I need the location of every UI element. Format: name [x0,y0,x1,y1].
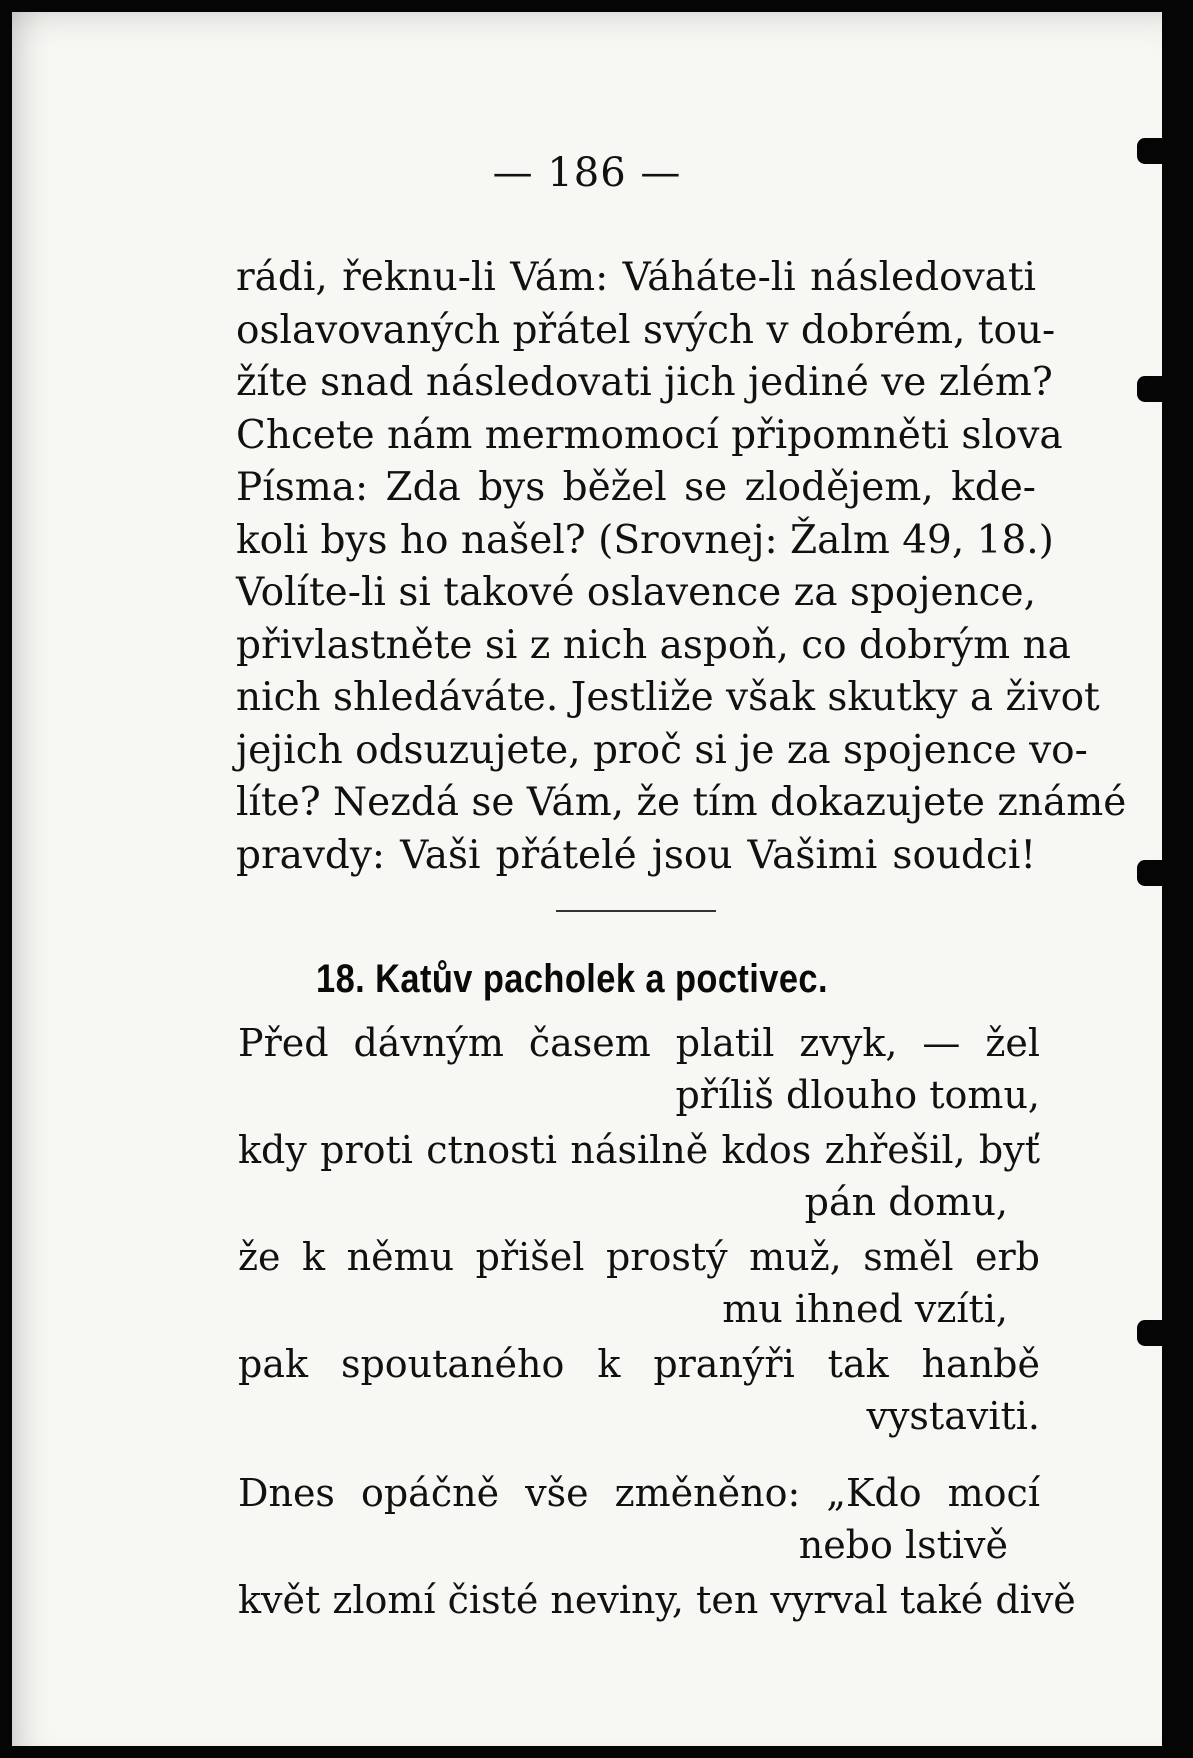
verse-stanza [238,1467,1040,1571]
verse-continuation: příliš dlouho tomu, [675,1073,1040,1117]
binding-stitch [1137,138,1193,164]
verse-line: Dnes opáčně vše změněno: „Kdo mocí [238,1471,1040,1515]
verse-continuation: mu ihned vzíti, [722,1287,1008,1331]
verse-stanza [238,1574,1076,1626]
verse-stanza [238,1124,1040,1228]
binding-stitch [1137,1320,1193,1346]
verse-continuation: nebo lstivě [798,1523,1008,1567]
verse-stanza [238,1338,1040,1442]
prose-line: přivlastněte si z nich aspoň, co dobrým na [236,622,1071,668]
prose-line: žíte snad následovati jich jediné ve zlém? [236,360,1053,405]
prose-line: Chcete nám mermomocí připomněti slova [236,412,1063,458]
prose-paragraph [236,252,1127,882]
prose-line: nich shledáváte. Jestliže však skutky a život [236,675,1100,720]
verse-line: Před dávným časem platil zvyk, — žel [238,1021,1040,1065]
verse-line: kdy proti ctnosti násilně kdos zhřešil, byť [238,1128,1040,1172]
verse-line: květ zlomí čisté neviny, ten vyrval také divě [238,1578,1076,1622]
prose-line: Písma: Zda bys běžel se zlodějem, kde- [236,465,1036,510]
binding-stitch [1137,376,1193,402]
book-page [12,12,1162,1746]
verse-line: že k němu přišel prostý muž, směl erb [238,1235,1040,1279]
section-divider [556,910,716,912]
verse-stanza [238,1017,1040,1121]
verse-continuation: vystaviti. [866,1394,1040,1438]
prose-line: rádi, řeknu-li Vám: Váháte-li následovati [236,255,1036,300]
prose-line: pravdy: Vaši přátelé jsou Vašimi soudci! [236,832,1036,878]
prose-line: oslavovaných přátel svých v dobrém, tou- [236,307,1056,353]
prose-line: líte? Nezdá se Vám, že tím dokazujete známé [236,780,1127,825]
verse-line: pak spoutaného k pranýři tak hanbě [238,1342,1040,1386]
section-heading: 18. Katův pacholek a poctivec. [316,957,828,1001]
verse-continuation: pán domu, [804,1180,1008,1224]
prose-line: Volíte-li si takové oslavence za spojence, [236,570,1036,615]
page-number: — 186 — [492,150,682,196]
binding-stitch [1137,860,1193,886]
prose-line: koli bys ho našel? (Srovnej: Žalm 49, 18.) [236,517,1054,563]
verse-stanza [238,1231,1040,1335]
prose-line: jejich odsuzujete, proč si je za spojence vo- [236,727,1088,773]
